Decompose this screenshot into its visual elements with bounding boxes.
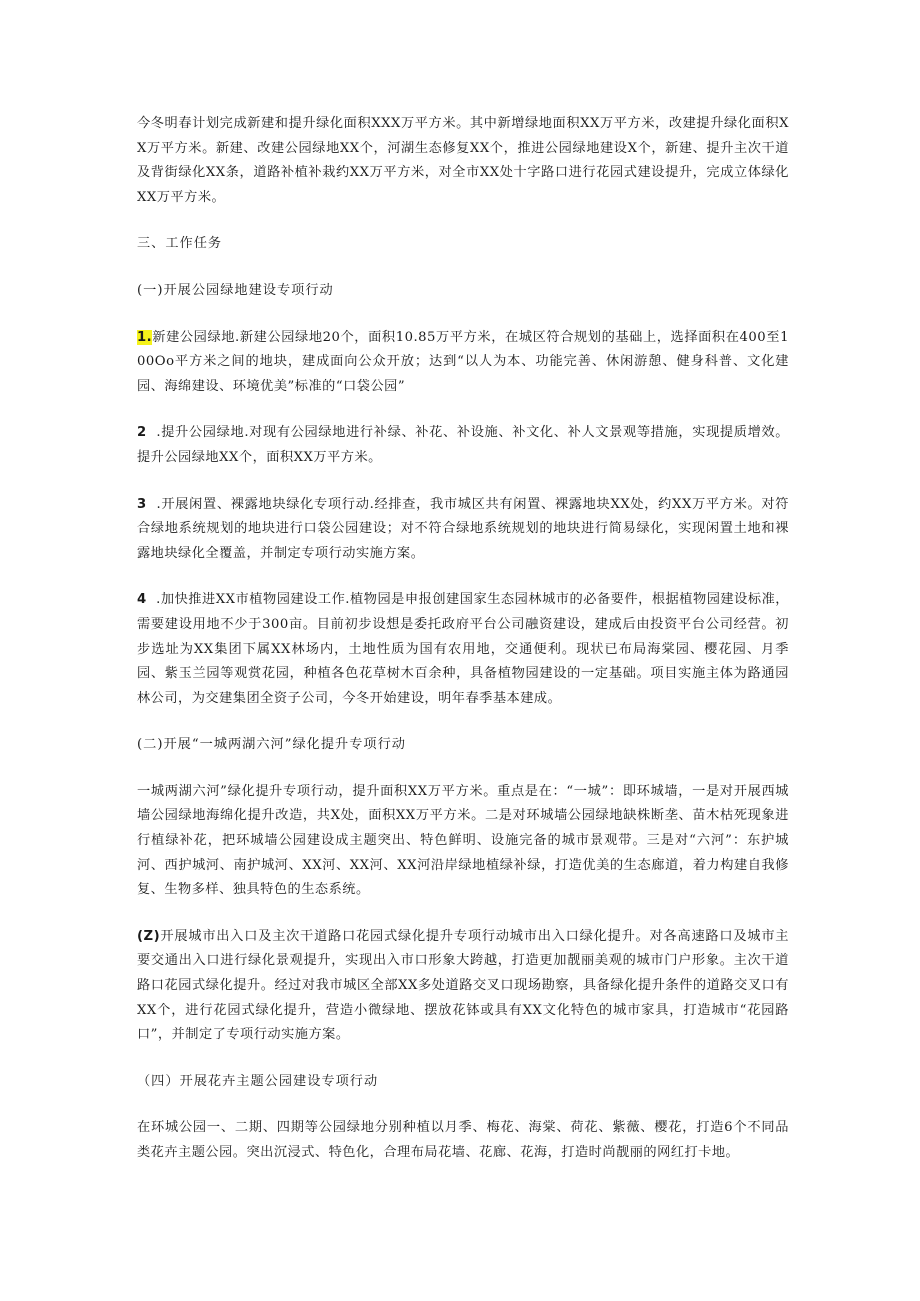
subsection-heading-4: （四）开展花卉主题公园建设专项行动 [137,1073,379,1089]
item-1-paragraph [137,326,789,400]
item-2-paragraph [137,421,789,470]
item-4-number: 4 [137,592,147,608]
section-heading-work-tasks: 三、工作任务 [137,236,223,252]
item-2-number: 2 [137,425,147,441]
item-2-text: .提升公园绿地.对现有公园绿地进行补绿、补花、补设施、补文化、补人文景观等措施，实现提质增效。提升公园绿地XX个，面积XX万平方米。 [137,425,789,465]
item-4-text: .加快推进XX市植物园建设工作.植物园是申报创建国家生态园林城市的必备要件，根据植物园建设标准，需要建设用地不少于300亩。目前初步设想是委托政府平台公司融资建设，建成后由投资平台公司经营。初步选址为XX集团下属XX林场内，土地性质为国有农用地，交通便利。现状已布局海棠园、樱花园、月季园、紫玉兰园等观赏花园，种植各色花草树木百余种，具备植物园建设的一定基础。项目实施主体为路通园林公司，为交建集团全资子公司，今冬开始建设，明年春季基本建成。 [137,592,789,706]
item-1-text: 新建公园绿地.新建公园绿地20个，面积10.85万平方米，在城区符合规划的基础上，选择面积在400至100Oo平方米之间的地块，建成面向公众开放；达到“以人为本、功能完善、休闲游憩、健身科普、文化建园、海绵建设、环境优美”标准的“口袋公园” [137,329,789,394]
subsection-heading-2: (二)开展“一城两湖六河”绿化提升专项行动 [137,737,406,753]
intro-paragraph: 今冬明春计划完成新建和提升绿化面积XXX万平方米。其中新增绿地面积XX万平方米，改建提升绿化面积XX万平方米。新建、改建公园绿地XX个，河湖生态修复XX个，推进公园绿地建设X个，新建、提升主次干道及背街绿化XX条，道路补植补栽约XX万平方米，对全市XX处十字路口进行花园式建设提升，完成立体绿化XX万平方米。 [137,116,789,205]
subsection-heading-1: (一)开展公园绿地建设专项行动 [137,282,334,298]
subsection-3-marker: (Z) [137,928,161,944]
item-3-text: .开展闲置、裸露地块绿化专项行动.经排查，我市城区共有闲置、裸露地块XX处，约XX万平方米。对符合绿地系统规划的地块进行口袋公园建设；对不符合绿地系统规划的地块进行简易绿化，实现闲置土地和裸露地块绿化全覆盖，并制定专项行动实施方案。 [137,496,789,561]
subsection-2-paragraph: 一城两湖六河”绿化提升专项行动，提升面积XX万平方米。重点是在：“一城”：即环城墙，一是对开展西城墙公园绿地海绵化提升改造，共X处，面积XX万平方米。二是对环城墙公园绿地缺株断垄、苗木枯死现象进行植绿补花，把环城墙公园建设成主题突出、特色鲜明、设施完备的城市景观带。三是对“六河”：东护城河、西护城河、南护城河、XX河、XX河、XX河沿岸绿地植绿补绿，打造优美的生态廊道，着力构建自我修复、生物多样、独具特色的生态系统。 [137,783,789,898]
item-1-number: 1. [137,329,153,345]
item-3-number: 3 [137,496,147,512]
item-4-paragraph [137,588,789,711]
subsection-4-paragraph: 在环城公园一、二期、四期等公园绿地分别种植以月季、梅花、海棠、荷花、紫薇、樱花，打造6个不同品类花卉主题公园。突出沉浸式、特色化，合理布局花墙、花廊、花海，打造时尚靓丽的网红打卡地。 [137,1120,789,1160]
subsection-3-paragraph [137,925,789,1048]
document-body [137,112,789,1188]
subsection-3-text: 开展城市出入口及主次干道路口花园式绿化提升专项行动城市出入口绿化提升。对各高速路口及城市主要交通出入口进行绿化景观提升，实现出入市口形象大跨越，打造更加靓丽美观的城市门户形象。主次干道路口花园式绿化提升。经过对我市城区全部XX多处道路交叉口现场勘察，具备绿化提升条件的道路交叉口有XX个，进行花园式绿化提升，营造小微绿地、摆放花钵或具有XX文化特色的城市家具，打造城市“花园路口”，并制定了专项行动实施方案。 [137,928,789,1043]
item-3-paragraph [137,493,789,567]
